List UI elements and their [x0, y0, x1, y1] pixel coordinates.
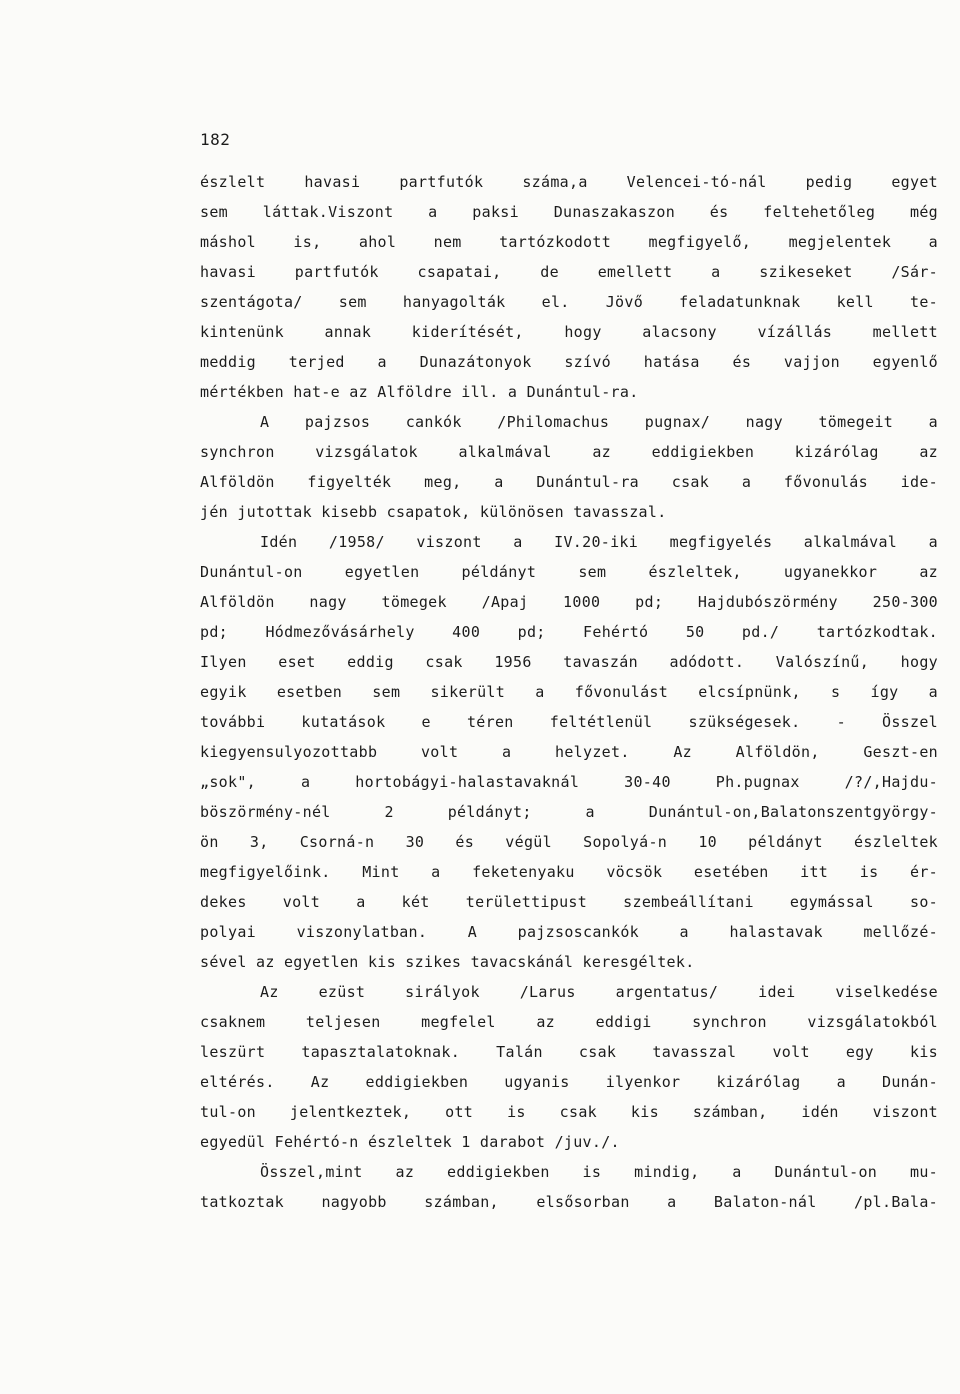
text-line: A pajzsos cankók /Philomachus pugnax/ nagy tömegeit a [260, 413, 938, 431]
text-line: dekes volt a két területtipust szembeállítani egymással so- [200, 893, 938, 911]
text-line: jén jutottak kisebb csapatok, különösen tavasszal. [200, 503, 667, 521]
text-line: Alföldön figyelték meg, a Dunántul-ra csak a fővonulás ide- [200, 473, 938, 491]
text-line: „sok", a hortobágyi-halastavaknál 30-40 Ph.pugnax /?/,Hajdu- [200, 773, 938, 791]
text-line: polyai viszonylatban. A pajzsoscankók a halastavak mellőzé- [200, 923, 938, 941]
text-line: észlelt havasi partfutók száma,a Velencei-tó-nál pedig egyet [200, 173, 938, 191]
body-text [200, 167, 938, 1217]
text-line: kiegyensulyozottabb volt a helyzet. Az Alföldön, Geszt-en [200, 743, 938, 761]
text-line: szentágota/ sem hanyagolták el. Jövő feladatunknak kell te- [200, 293, 938, 311]
text-line: sével az egyetlen kis szikes tavacskánál keresgéltek. [200, 953, 695, 971]
text-line: Ilyen eset eddig csak 1956 tavaszán adódott. Valószínű, hogy [200, 653, 938, 671]
text-line: pd; Hódmezővásárhely 400 pd; Fehértó 50 pd./ tartózkodtak. [200, 623, 938, 641]
text-line: megfigyelőink. Mint a feketenyaku vöcsök esetében itt is ér- [200, 863, 938, 881]
text-line: sem láttak.Viszont a paksi Dunaszakaszon és feltehetőleg még [200, 203, 938, 221]
text-line: további kutatások e téren feltétlenül szükségesek. - Összel [200, 713, 938, 731]
text-line: kintenünk annak kiderítését, hogy alacsony vízállás mellett [200, 323, 938, 341]
text-line: tatkoztak nagyobb számban, elsősorban a Balaton-nál /pl.Bala- [200, 1193, 938, 1211]
text-line: csaknem teljesen megfelel az eddigi synchron vizsgálatokból [200, 1013, 938, 1031]
text-line: Idén /1958/ viszont a IV.20-iki megfigyelés alkalmával a [260, 533, 938, 551]
text-line: böszörmény-nél 2 példányt; a Dunántul-on,Balatonszentgyörgy- [200, 803, 938, 821]
text-line: leszürt tapasztalatoknak. Talán csak tavasszal volt egy kis [200, 1043, 938, 1061]
text-line: synchron vizsgálatok alkalmával az eddigiekben kizárólag az [200, 443, 938, 461]
text-line: mértékben hat-e az Alföldre ill. a Dunántul-ra. [200, 383, 639, 401]
text-line: Alföldön nagy tömegek /Apaj 1000 pd; Hajdubószörmény 250-300 [200, 593, 938, 611]
text-line: Összel,mint az eddigiekben is mindig, a Dunántul-on mu- [260, 1163, 938, 1181]
text-line: ön 3, Csorná-n 30 és végül Sopolyá-n 10 példányt észleltek [200, 833, 938, 851]
text-line: egyik esetben sem sikerült a fővonulást elcsípnünk, s így a [200, 683, 938, 701]
text-line: egyedül Fehértó-n észleltek 1 darabot /juv./. [200, 1133, 620, 1151]
page-number: 182 [200, 130, 231, 149]
text-line: máshol is, ahol nem tartózkodott megfigyelő, megjelentek a [200, 233, 938, 251]
text-line: eltérés. Az eddigiekben ugyanis ilyenkor kizárólag a Dunán- [200, 1073, 938, 1091]
text-line: tul-on jelentkeztek, ott is csak kis számban, idén viszont [200, 1103, 938, 1121]
text-line: havasi partfutók csapatai, de emellett a szikeseket /Sár- [200, 263, 938, 281]
text-line: Dunántul-on egyetlen példányt sem észleltek, ugyanekkor az [200, 563, 938, 581]
text-line: Az ezüst sirályok /Larus argentatus/ idei viselkedése [260, 983, 938, 1001]
text-line: meddig terjed a Dunazátonyok szívó hatása és vajjon egyenlő [200, 353, 938, 371]
